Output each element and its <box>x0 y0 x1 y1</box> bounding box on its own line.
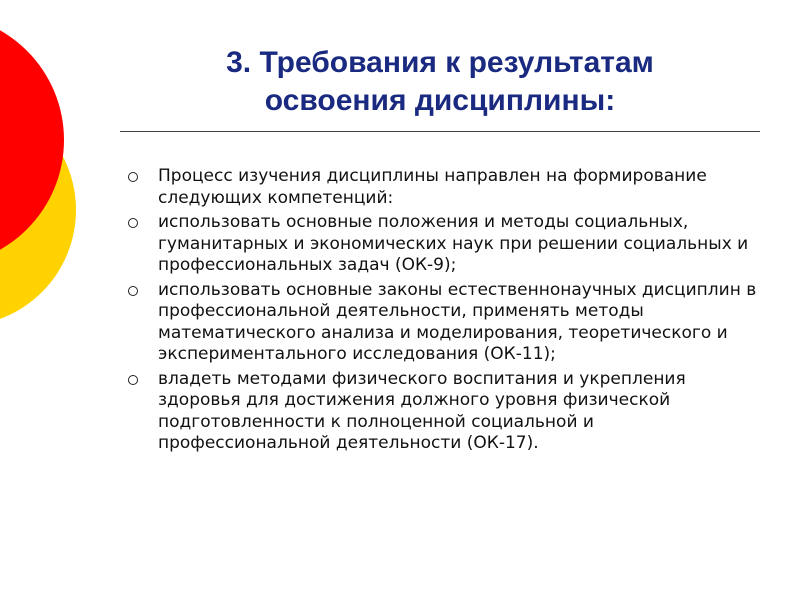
hollow-circle-icon <box>128 172 138 182</box>
bullet-item <box>128 166 758 209</box>
slide-title-line-1: 3. Требования к результатам <box>226 46 654 79</box>
bullet-text: использовать основные положения и методы социальных, гуманитарных и экономических наук при решении социальных и профессиональных задач (ОК-9); <box>158 212 749 275</box>
hollow-circle-icon <box>128 375 138 385</box>
title-divider <box>120 131 760 132</box>
bullet-text: владеть методами физического воспитания и укрепления здоровья для достижения должного уровня физической подготовленности к полноценной социальной и профессиональной деятельности (ОК-17). <box>158 368 686 453</box>
bullet-item <box>128 212 758 277</box>
bullet-list <box>128 166 758 458</box>
bullet-text: Процесс изучения дисциплины направлен на формирование следующих компетенций: <box>158 166 707 208</box>
bullet-text: использовать основные законы естественнонаучных дисциплин в профессиональной деятельности, применять методы математического анализа и моделирования, теоретического и экспериментального исследования (ОК-11); <box>158 279 757 364</box>
slide-title <box>120 44 760 120</box>
slide-title-line-2: освоения дисциплины: <box>264 84 616 117</box>
hollow-circle-icon <box>128 286 138 296</box>
hollow-circle-icon <box>128 218 138 228</box>
bullet-item <box>128 369 758 455</box>
bullet-item <box>128 280 758 366</box>
